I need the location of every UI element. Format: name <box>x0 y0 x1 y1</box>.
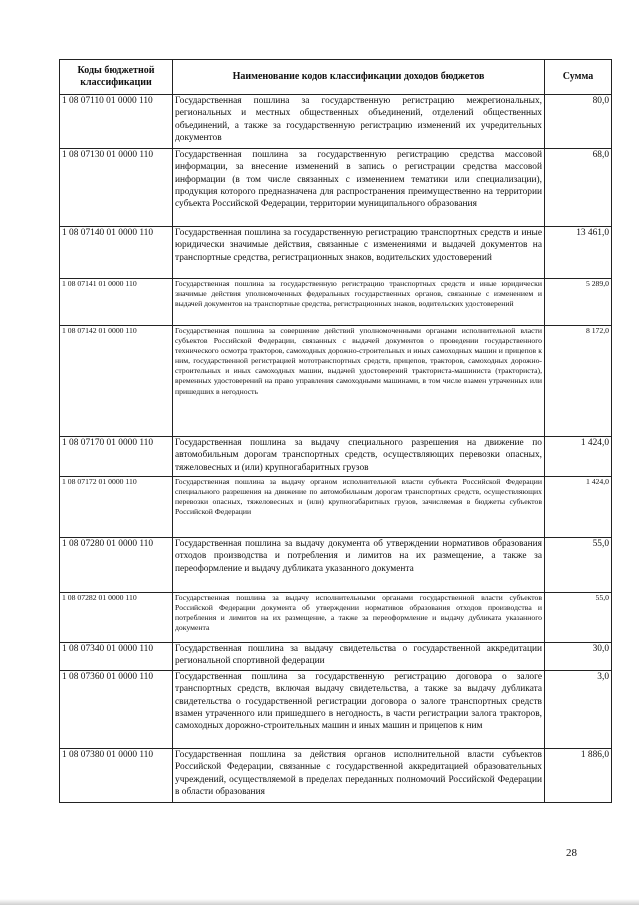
row-sum: 8 172,0 <box>545 326 612 437</box>
table-row <box>60 326 612 437</box>
row-sum: 55,0 <box>545 538 612 593</box>
row-code: 1 08 07141 01 0000 110 <box>60 279 173 326</box>
row-code: 1 08 07380 01 0000 110 <box>60 749 173 803</box>
row-name: Государственная пошлина за выдачу документа об утверждении нормативов образования отходов производства и потребления и лимитов на их размещение, а также за переоформление и выдачу дубликата указанного документа <box>173 538 545 593</box>
table-row <box>60 227 612 279</box>
row-sum: 80,0 <box>545 95 612 149</box>
row-name: Государственная пошлина за выдачу органом исполнительной власти субъекта Российской Федерации специального разрешения на движение по автомобильным дорогам транспортных средств, осуществляющих перевозки опасных, тяжеловесных и (или) крупногабаритных грузов, зачисляемая в бюджеты субъектов Российской Федерации <box>173 477 545 538</box>
row-name: Государственная пошлина за государственную регистрацию транспортных средств и иные юридически значимые действия, связанные с изменениями и выдачей документов на транспортные средства, регистрационных знаков, водительских удостоверений <box>173 227 545 279</box>
row-code: 1 08 07110 01 0000 110 <box>60 95 173 149</box>
row-code: 1 08 07280 01 0000 110 <box>60 538 173 593</box>
row-code: 1 08 07170 01 0000 110 <box>60 437 173 477</box>
row-name: Государственная пошлина за государственную регистрацию средства массовой информации, за внесение изменений в запись о регистрации средства массовой информации (в том числе связанных с изменением тематики или специализации), продукция которого предназначена для распространения преимущественно на территории субъекта Российской Федерации, территории муниципального образования <box>173 149 545 227</box>
row-name: Государственная пошлина за действия органов исполнительной власти субъектов Российской Федерации, связанные с государственной аккредитацией образовательных учреждений, осуществляемой в пределах переданных полномочий Российской Федерации в области образования <box>173 749 545 803</box>
row-name: Государственная пошлина за государственную регистрацию транспортных средств и иные юридически значимые действия уполномоченных федеральных государственных органов, связанные с изменением и выдачей документов на транспортные средства, регистрационных знаков, водительских удостоверений <box>173 279 545 326</box>
table-row <box>60 749 612 803</box>
table-row <box>60 593 612 643</box>
table-row <box>60 437 612 477</box>
header-sum: Сумма <box>545 60 612 95</box>
row-sum: 30,0 <box>545 643 612 671</box>
row-name: Государственная пошлина за совершение действий уполномоченными органами исполнительной власти субъектов Российской Федерации, связанных с выдачей документов о проведении государственного технического осмотра тракторов, самоходных дорожно-строительных и иных самоходных машин и прицепов к ним, государственной регистрацией мототранспортных средств, прицепов, тракторов, самоходных дорожно-строительных и иных самоходных машин, выдачей удостоверений тракториста-машиниста (тракториста), временных удостоверений на право управления самоходными машинами, в том числе взамен утраченных или пришедших в негодность <box>173 326 545 437</box>
row-sum: 5 289,0 <box>545 279 612 326</box>
row-name: Государственная пошлина за государственную регистрацию договора о залоге транспортных средств, включая выдачу свидетельства, а также за выдачу дубликата свидетельства о государственной регистрации договора о залоге транспортных средств взамен утраченного или пришедшего в негодность, в части регистрации залога тракторов, самоходных дорожно-строительных машин и иных машин и прицепов к ним <box>173 671 545 749</box>
row-name: Государственная пошлина за выдачу специального разрешения на движение по автомобильным дорогам транспортных средств, осуществляющих перевозки опасных, тяжеловесных и (или) крупногабаритных грузов <box>173 437 545 477</box>
row-sum: 13 461,0 <box>545 227 612 279</box>
header-code: Коды бюджетной классификации <box>60 60 173 95</box>
row-code: 1 08 07172 01 0000 110 <box>60 477 173 538</box>
row-code: 1 08 07282 01 0000 110 <box>60 593 173 643</box>
table-row <box>60 671 612 749</box>
row-sum: 3,0 <box>545 671 612 749</box>
row-code: 1 08 07142 01 0000 110 <box>60 326 173 437</box>
row-sum: 1 424,0 <box>545 477 612 538</box>
table-row <box>60 149 612 227</box>
row-name: Государственная пошлина за государственную регистрацию межрегиональных, региональных и местных общественных объединений, отделений общественных объединений, а также за государственную регистрацию изменений их учредительных документов <box>173 95 545 149</box>
row-sum: 1 424,0 <box>545 437 612 477</box>
row-name: Государственная пошлина за выдачу свидетельства о государственной аккредитации региональной спортивной федерации <box>173 643 545 671</box>
table-header-row <box>60 60 612 95</box>
row-name: Государственная пошлина за выдачу исполнительными органами государственной власти субъектов Российской Федерации документа об утверждении нормативов образования отходов производства и потребления и лимитов на их размещение, а также за переоформление и выдачу дубликата указанного документа <box>173 593 545 643</box>
table-row <box>60 279 612 326</box>
row-sum: 68,0 <box>545 149 612 227</box>
table-row <box>60 643 612 671</box>
row-sum: 1 886,0 <box>545 749 612 803</box>
table-row <box>60 538 612 593</box>
row-code: 1 08 07360 01 0000 110 <box>60 671 173 749</box>
row-code: 1 08 07140 01 0000 110 <box>60 227 173 279</box>
table-row <box>60 477 612 538</box>
row-code: 1 08 07130 01 0000 110 <box>60 149 173 227</box>
header-name: Наименование кодов классификации доходов бюджетов <box>173 60 545 95</box>
revenue-classification-table <box>59 59 612 803</box>
row-sum: 55,0 <box>545 593 612 643</box>
page-bottom-edge <box>0 899 639 905</box>
page-number: 28 <box>566 847 577 859</box>
table-row <box>60 95 612 149</box>
row-code: 1 08 07340 01 0000 110 <box>60 643 173 671</box>
